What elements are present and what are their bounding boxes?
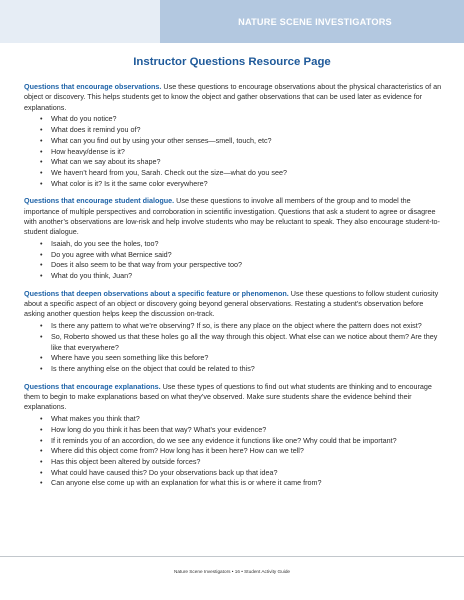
footer-text: Nature Scene Investigators • 16 • Student Activity Guide xyxy=(173,569,291,574)
question-text: What makes you think that? xyxy=(51,414,140,424)
question-item xyxy=(24,425,446,436)
question-text: We haven’t heard from you, Sarah. Check out the size—what do you see? xyxy=(51,167,287,177)
footer-divider xyxy=(0,556,464,557)
bullet-icon: • xyxy=(40,167,43,177)
bullet-icon: • xyxy=(40,414,43,424)
bullet-icon: • xyxy=(40,321,43,331)
question-item xyxy=(24,332,446,353)
question-section xyxy=(24,196,446,282)
question-list xyxy=(24,414,446,489)
bullet-icon: • xyxy=(40,435,43,445)
section-paragraph xyxy=(24,382,446,413)
page-title: Instructor Questions Resource Page xyxy=(133,56,331,68)
bullet-icon: • xyxy=(40,331,43,341)
question-item xyxy=(24,136,446,147)
header-title-band xyxy=(160,0,464,43)
question-item xyxy=(24,239,446,250)
question-text: How long do you think it has been that way? What’s your evidence? xyxy=(51,424,267,434)
question-item xyxy=(24,321,446,332)
question-item xyxy=(24,179,446,190)
content-body xyxy=(24,82,446,496)
header-title: NATURE SCENE INVESTIGATORS xyxy=(238,16,392,27)
question-text: What do you notice? xyxy=(51,114,117,124)
section-paragraph xyxy=(24,289,446,320)
section-heading: Questions that encourage observations. xyxy=(24,82,162,91)
bullet-icon: • xyxy=(40,135,43,145)
bullet-icon: • xyxy=(40,260,43,270)
question-item xyxy=(24,353,446,364)
question-text: Do you agree with what Bernice said? xyxy=(51,249,172,259)
question-item xyxy=(24,457,446,468)
question-item xyxy=(24,468,446,479)
question-item xyxy=(24,364,446,375)
header-left-block xyxy=(0,0,160,43)
question-item xyxy=(24,271,446,282)
question-text: What do you think, Juan? xyxy=(51,271,133,281)
question-list xyxy=(24,114,446,189)
bullet-icon: • xyxy=(40,249,43,259)
question-text: What can you find out by using your other senses—smell, touch, etc? xyxy=(51,135,272,145)
question-text: What color is it? Is it the same color everywhere? xyxy=(51,178,208,188)
question-item xyxy=(24,414,446,425)
question-list xyxy=(24,239,446,282)
section-description: Use these questions to follow student curiosity about a specific aspect of an object or discovery going beyond general observations. Restating a student’s observation before asking another question helps keep the discussion on-track. xyxy=(24,288,439,319)
question-text: Isaiah, do you see the holes, too? xyxy=(51,239,159,248)
bullet-icon: • xyxy=(40,364,43,374)
question-text: What does it remind you of? xyxy=(51,125,141,135)
question-item xyxy=(24,260,446,271)
section-heading: Questions that deepen observations about a specific feature or phenomenon. xyxy=(24,288,289,298)
bullet-icon: • xyxy=(40,239,43,248)
question-text: If it reminds you of an accordion, do we see any evidence it functions like one? Why could that be important? xyxy=(51,435,397,445)
question-text: Where have you seen something like this before? xyxy=(51,353,209,363)
question-item xyxy=(24,446,446,457)
bullet-icon: • xyxy=(40,467,43,477)
question-item xyxy=(24,157,446,168)
question-text: So, Roberto showed us that these holes go all the way through this object. What else can we notice about them? Are they like that everywhere? xyxy=(51,331,438,352)
section-description: Use these types of questions to find out what students are thinking and to encourage them to begin to make explanations based on what they’ve observed. Make sure students share the evidence behind their explanations. xyxy=(24,381,432,412)
question-item xyxy=(24,147,446,158)
question-text: What can we say about its shape? xyxy=(51,157,161,167)
question-text: Is there any pattern to what we’re observing? If so, is there any place on the object where the pattern does not exist? xyxy=(51,321,422,331)
bullet-icon: • xyxy=(40,271,43,281)
question-text: Is there anything else on the object that could be related to this? xyxy=(51,364,255,374)
question-item xyxy=(24,114,446,125)
question-text: Where did this object come from? How long has it been here? How can we tell? xyxy=(51,446,304,456)
question-item xyxy=(24,250,446,261)
section-heading: Questions that encourage explanations. xyxy=(24,381,161,391)
question-text: Does it also seem to be that way from your perspective too? xyxy=(51,260,242,270)
bullet-icon: • xyxy=(40,157,43,167)
bullet-icon: • xyxy=(40,125,43,135)
bullet-icon: • xyxy=(40,478,43,488)
question-item xyxy=(24,478,446,489)
question-text: Has this object been altered by outside forces? xyxy=(51,456,201,466)
bullet-icon: • xyxy=(40,178,43,188)
question-text: Can anyone else come up with an explanation for what this is or where it came from? xyxy=(51,478,322,488)
bullet-icon: • xyxy=(40,114,43,124)
header-bar xyxy=(0,0,464,43)
section-description: Use these questions to encourage observations about the physical characteristics of an object or discovery. This helps students get to know the object and gather observations that can be used later as evidence for explanations. xyxy=(24,82,442,112)
question-section xyxy=(24,382,446,489)
question-section xyxy=(24,82,446,189)
section-heading: Questions that encourage student dialogue. xyxy=(24,196,175,206)
question-text: What could have caused this? Do your observations back up that idea? xyxy=(51,467,278,477)
question-text: How heavy/dense is it? xyxy=(51,146,125,156)
question-item xyxy=(24,125,446,136)
section-paragraph xyxy=(24,82,446,113)
bullet-icon: • xyxy=(40,446,43,456)
bullet-icon: • xyxy=(40,353,43,363)
bullet-icon: • xyxy=(40,456,43,466)
question-item xyxy=(24,168,446,179)
bullet-icon: • xyxy=(40,146,43,156)
question-list xyxy=(24,321,446,375)
question-section xyxy=(24,289,446,375)
question-item xyxy=(24,436,446,447)
section-paragraph xyxy=(24,196,446,237)
bullet-icon: • xyxy=(40,424,43,434)
section-description: Use these questions to involve all members of the group and to model the importance of multiple perspectives and corroboration in scientific investigation. Questions that ask a student to agree or disagree with another’s observations are low-risk and help involve students who may be reluctant to speak. They also encourage student-to-student dialogue. xyxy=(24,196,440,237)
